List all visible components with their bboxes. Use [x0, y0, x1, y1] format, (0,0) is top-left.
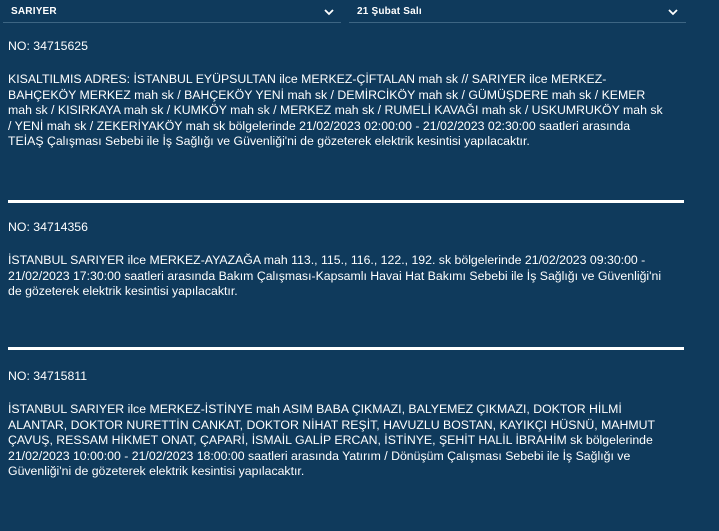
date-select[interactable] [349, 1, 686, 23]
outage-notice [8, 39, 684, 149]
notice-number: NO: 34715811 [8, 369, 88, 383]
chevron-down-icon[interactable] [667, 6, 679, 18]
district-select[interactable] [3, 1, 341, 23]
notice-text: KISALTILMIS ADRES: İSTANBUL EYÜPSULTAN ilce MERKEZ-ÇİFTALAN mah sk // SARIYER ilce MERKEZ- BAHÇEKÖY MERKEZ mah sk / BAHÇEKÖY YENİ mah sk / DEMİRCİKÖY mah sk / GÜMÜŞDERE mah sk / KEMER mah sk / KISIRKAYA mah sk / KUMKÖY mah sk / MERKEZ mah sk / RUMELİ KAVAĞI mah sk / USKUMRUKÖY mah sk / YENİ mah sk / ZEKERİYAKÖY mah sk bölgelerinde 21/02/2023 02:00:00 - 21/02/2023 02:30:00 saatleri arasında TEİAŞ Çalışması Sebebi ile İş Sağlığı ve Güvenliği'ni de gözeterek elektrik kesintisi yapılacaktır. [8, 72, 663, 149]
district-select-value: SARIYER [11, 6, 57, 17]
notice-text: İSTANBUL SARIYER ilce MERKEZ-AYAZAĞA mah 113., 115., 116., 122., 192. sk bölgelerinde 21/02/2023 09:30:00 - 21/02/2023 17:30:00 saatleri arasında Bakım Çalışması-Kapsamlı Havai Hat Bakımı Sebebi ile İş Sağlığı ve Güvenliği'ni de gözeterek elektrik kesintisi yapılacaktır. [8, 253, 662, 299]
filter-bar [0, 0, 719, 26]
notice-number: NO: 34714356 [8, 220, 88, 234]
outage-notice [8, 220, 684, 300]
notice-divider [8, 347, 684, 350]
notice-number: NO: 34715625 [8, 39, 88, 53]
notice-divider [8, 200, 684, 203]
date-select-value: 21 Şubat Salı [357, 6, 422, 17]
chevron-down-icon[interactable] [323, 6, 335, 18]
outage-notice [8, 369, 684, 479]
notice-text: İSTANBUL SARIYER ilce MERKEZ-İSTİNYE mah ASIM BABA ÇIKMAZI, BALYEMEZ ÇIKMAZI, DOKTOR HİLMİ ALANTAR, DOKTOR NURETTİN CANKAT, DOKTOR NİHAT REŞİT, HAVUZLU BOSTAN, KAYIKÇI HÜSNÜ, MAHMUT ÇAVUŞ, RESSAM HİKMET ONAT, ÇAPARİ, İSMAİL GALİP ERCAN, İSTİNYE, ŞEHİT HALİL İBRAHİM sk bölgelerinde 21/02/2023 10:00:00 - 21/02/2023 18:00:00 saatleri arasında Yatırım / Dönüşüm Çalışması Sebebi ile İş Sağlığı ve Güvenliği'ni de gözeterek elektrik kesintisi yapılacaktır. [8, 402, 656, 479]
